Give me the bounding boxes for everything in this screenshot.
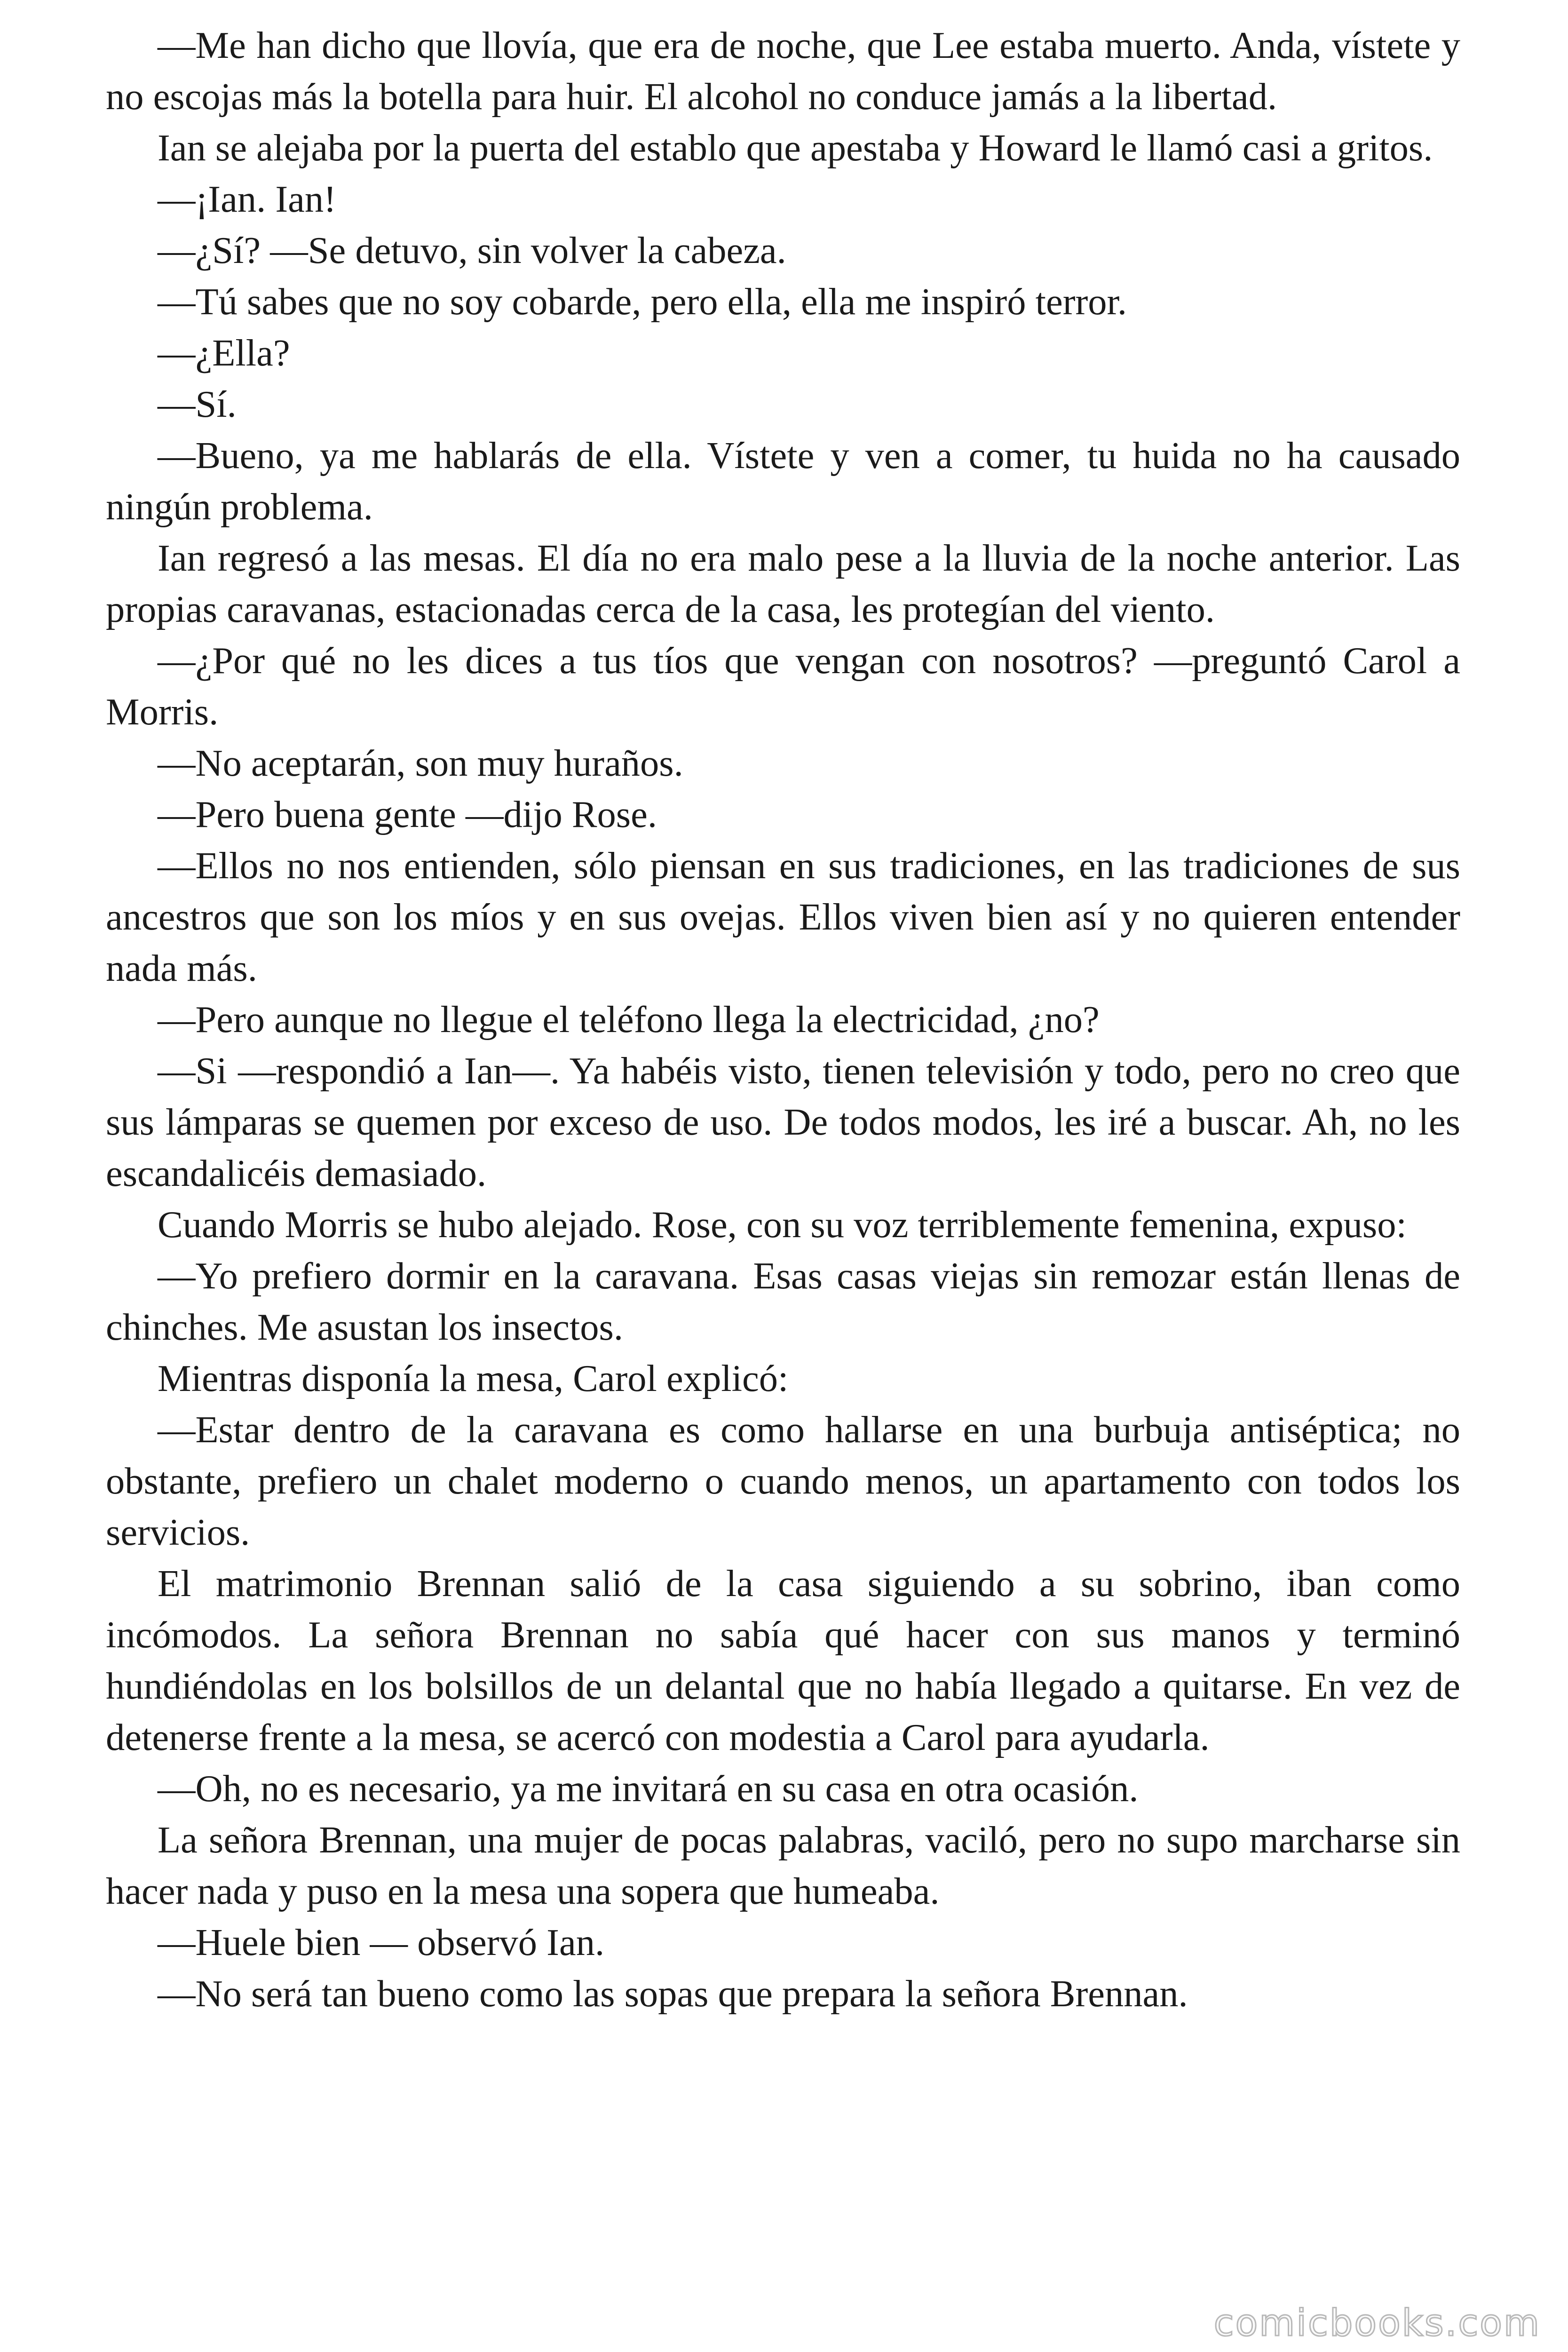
paragraph: —Tú sabes que no soy cobarde, pero ella, ella me inspiró terror.	[158, 281, 1127, 323]
paragraph: —¡Ian. Ian!	[158, 178, 336, 220]
paragraph: —No aceptarán, son muy huraños.	[158, 742, 683, 784]
paragraph: —Pero aunque no llegue el teléfono llega la electricidad, ¿no?	[158, 999, 1100, 1041]
paragraph: —No será tan bueno como las sopas que prepara la señora Brennan.	[158, 1973, 1188, 2015]
paragraph: La señora Brennan, una mujer de pocas palabras, vaciló, pero no supo marcharse sin hacer nada y puso en la mesa una sopera que humeaba.	[106, 1819, 1460, 1912]
paragraph: —¿Por qué no les dices a tus tíos que vengan con nosotros? —preguntó Carol a Morris.	[106, 640, 1460, 733]
paragraph: —Oh, no es necesario, ya me invitará en su casa en otra ocasión.	[158, 1768, 1139, 1810]
paragraph: El matrimonio Brennan salió de la casa siguiendo a su sobrino, iban como incómodos. La señora Brennan no sabía qué hacer con sus manos y terminó hundiéndolas en los bolsillos de un delantal que no había llegado a quitarse. En vez de detenerse frente a la mesa, se acercó con modestia a Carol para ayudarla.	[106, 1563, 1460, 1758]
paragraph: —Me han dicho que llovía, que era de noche, que Lee estaba muerto. Anda, vístete y no escojas más la botella para huir. El alcohol no conduce jamás a la libertad.	[106, 24, 1460, 118]
paragraph: —Sí.	[158, 383, 237, 425]
paragraph: —¿Ella?	[158, 332, 290, 374]
page-body	[106, 20, 1460, 2019]
paragraph: —Pero buena gente —dijo Rose.	[158, 794, 657, 835]
paragraph: —Si —respondió a Ian—. Ya habéis visto, tienen televisión y todo, pero no creo que sus lámparas se quemen por exceso de uso. De todos modos, les iré a buscar. Ah, no les escandalicéis demasiado.	[106, 1050, 1460, 1194]
paragraph: —¿Sí? —Se detuvo, sin volver la cabeza.	[158, 230, 786, 271]
paragraph: Cuando Morris se hubo alejado. Rose, con su voz terriblemente femenina, expuso:	[158, 1204, 1407, 1246]
paragraph: Ian se alejaba por la puerta del establo que apestaba y Howard le llamó casi a gritos.	[158, 127, 1433, 169]
paragraph: Ian regresó a las mesas. El día no era malo pese a la lluvia de la noche anterior. Las propias caravanas, estacionadas cerca de la casa, les protegían del viento.	[106, 537, 1460, 630]
paragraph: —Bueno, ya me hablarás de ella. Vístete y ven a comer, tu huida no ha causado ningún problema.	[106, 435, 1460, 528]
paragraph: —Yo prefiero dormir en la caravana. Esas casas viejas sin remozar están llenas de chinches. Me asustan los insectos.	[106, 1255, 1460, 1348]
watermark: comicbooks.com	[1213, 2302, 1541, 2344]
paragraph: —Estar dentro de la caravana es como hallarse en una burbuja antiséptica; no obstante, prefiero un chalet moderno o cuando menos, un apartamento con todos los servicios.	[106, 1409, 1460, 1553]
paragraph: Mientras disponía la mesa, Carol explicó:	[158, 1358, 789, 1399]
paragraph: —Huele bien — observó Ian.	[158, 1922, 605, 1963]
paragraph: —Ellos no nos entienden, sólo piensan en sus tradiciones, en las tradiciones de sus ancestros que son los míos y en sus ovejas. Ellos viven bien así y no quieren entender nada más.	[106, 845, 1460, 989]
